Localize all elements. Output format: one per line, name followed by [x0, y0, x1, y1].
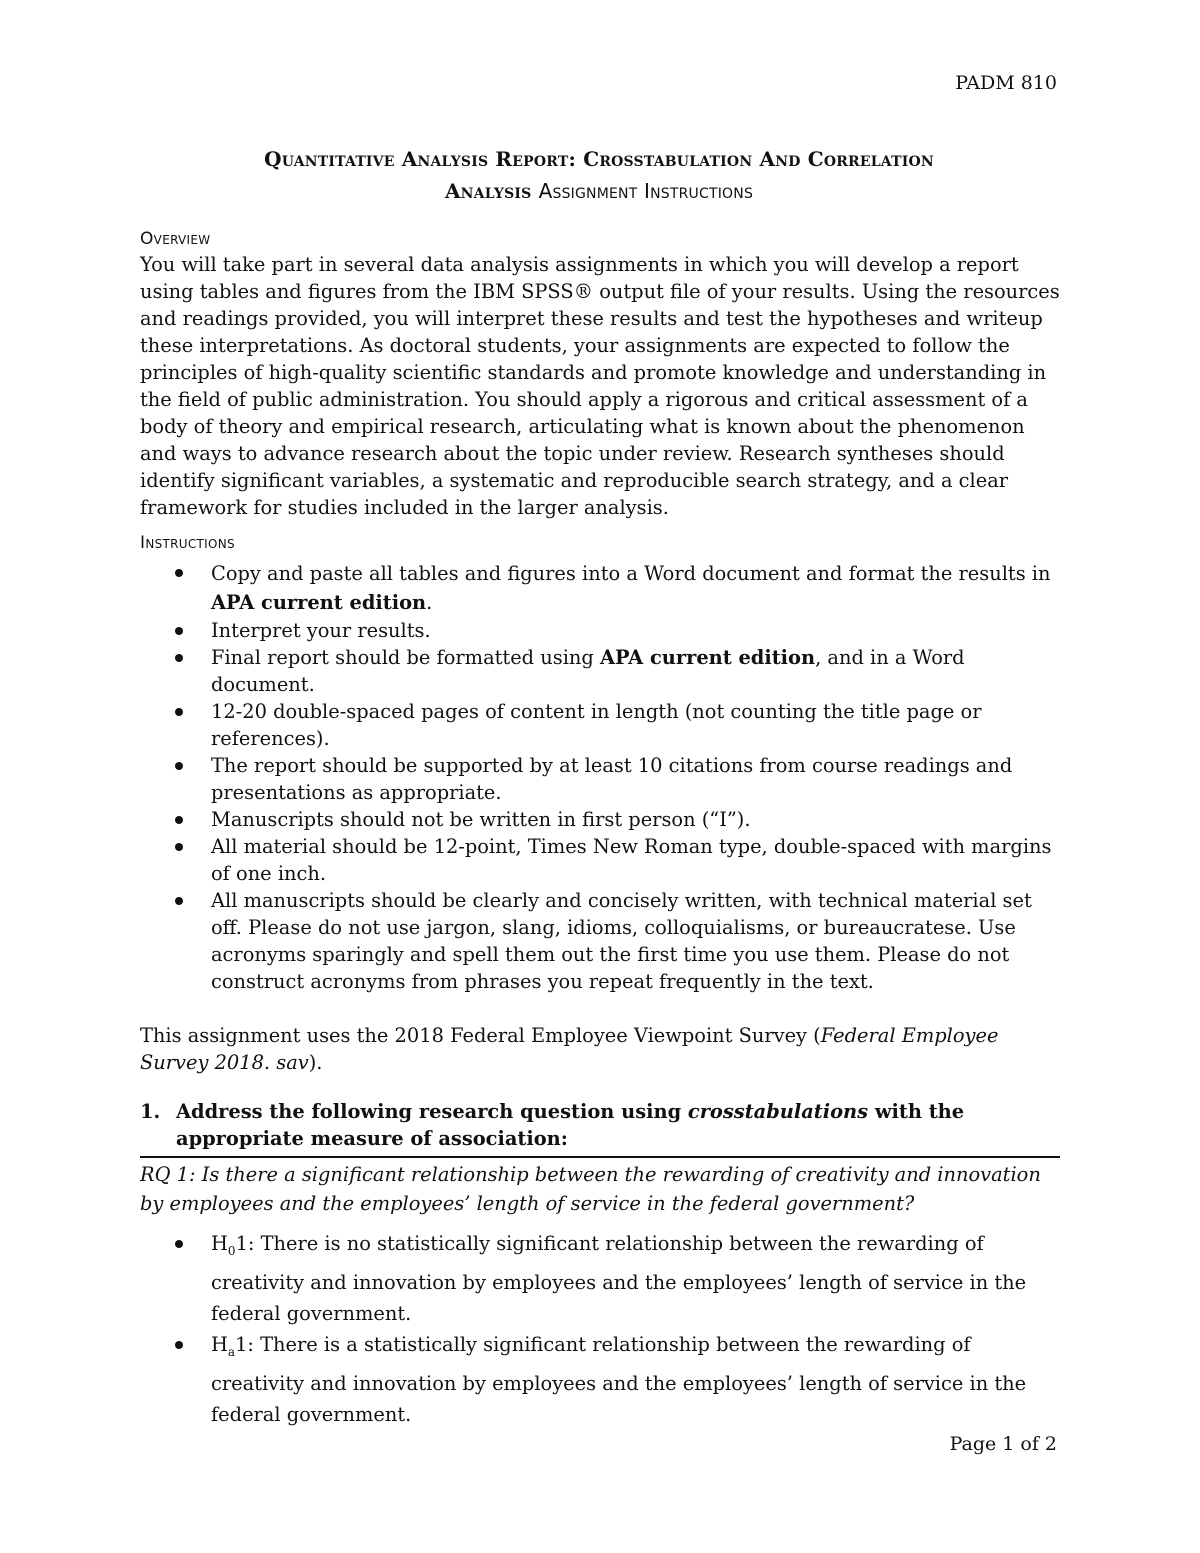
list-item-text: .: [426, 591, 433, 614]
null-hypothesis: [140, 1228, 1060, 1329]
list-item-text: Copy and paste all tables and figures into a Word document and format the results in: [211, 562, 1051, 585]
list-item-bold: APA current edition: [599, 646, 816, 669]
instructions-list: [140, 559, 1060, 995]
title-part: Crosstabulation And Correlation: [583, 147, 934, 171]
list-item: 12-20 double-spaced pages of content in length (not counting the title page or references).: [140, 698, 1060, 752]
alternative-hypothesis: [140, 1329, 1060, 1430]
list-item: [140, 644, 1060, 698]
hypotheses-list: [140, 1228, 1060, 1430]
survey-file-name: Federal Employee Survey 2018. sav: [140, 1024, 999, 1074]
divider: [140, 1156, 1060, 1158]
question-text-italic: crosstabulations: [687, 1100, 869, 1123]
document-title: [140, 143, 1058, 207]
page-number: Page 1 of 2: [949, 1433, 1057, 1455]
list-item: The report should be supported by at least 10 citations from course readings and presentations as appropriate.: [140, 752, 1060, 806]
hypothesis-symbol: H: [211, 1232, 228, 1255]
hypothesis-subscript: a: [227, 1344, 236, 1359]
survey-paragraph: [140, 1022, 1060, 1076]
hypothesis-symbol: H: [211, 1332, 228, 1356]
header-course-code: PADM 810: [955, 72, 1057, 94]
title-line-1: [140, 143, 1058, 175]
list-item: [140, 559, 1060, 617]
list-item-bold: APA current edition: [211, 591, 427, 614]
overview-heading: Overview: [140, 229, 211, 249]
list-item: Manuscripts should not be written in first person (“I”).: [140, 806, 1060, 833]
title-line-2: [140, 175, 1058, 207]
list-item: All manuscripts should be clearly and concisely written, with technical material set off. Please do not use jargon, slang, idioms, colloquialisms, or bureaucratese. Use acronyms sparingly and spell them out the first time you use them. Please do not construct acronyms from phrases you repeat frequently in the text.: [140, 887, 1060, 995]
survey-text: This assignment uses the 2018 Federal Employee Viewpoint Survey (: [140, 1024, 821, 1047]
question-1: [140, 1098, 1060, 1152]
list-item: Interpret your results.: [140, 617, 1060, 644]
hypothesis-subscript: 0: [227, 1243, 236, 1258]
list-item-text: Final report should be formatted using: [211, 646, 600, 669]
title-part: Assignment Instructions: [538, 179, 754, 203]
question-number: 1.: [140, 1100, 161, 1123]
research-question: RQ 1: Is there a significant relationship between the rewarding of creativity and innovation by employees and the employees’ length of service in the federal government?: [140, 1163, 1041, 1215]
hypothesis-text: 1: There is no statistically significant relationship between the rewarding of creativity and innovation by employees and the employees’ length of service in the federal government.: [211, 1232, 1027, 1325]
question-text: Address the following research question using: [176, 1100, 688, 1123]
survey-text: ).: [308, 1051, 323, 1074]
title-part: Analysis: [444, 179, 539, 203]
overview-paragraph: You will take part in several data analysis assignments in which you will develop a report using tables and figures from the IBM SPSS® output file of your results. Using the resources and readings provided, you will interpret these results and test the hypotheses and writeup these interpretations. As doctoral students, your assignments are expected to follow the principles of high-quality scientific standards and promote knowledge and understanding in the field of public administration. You should apply a rigorous and critical assessment of a body of theory and empirical research, articulating what is known about the phenomenon and ways to advance research about the topic under review. Research syntheses should identify significant variables, a systematic and reproducible search strategy, and a clear framework for studies included in the larger analysis.: [140, 253, 1060, 519]
instructions-heading: Instructions: [140, 533, 235, 553]
document-body: [140, 227, 1060, 1430]
hypothesis-text: 1: There is a statistically significant relationship between the rewarding of creativity and innovation by employees and the employees’ length of service in the federal government.: [211, 1332, 1027, 1426]
list-item-text: , and in a Word document.: [211, 646, 965, 696]
title-part: Quantitative Analysis Report:: [264, 147, 584, 171]
list-item: All material should be 12-point, Times New Roman type, double-spaced with margins of one inch.: [140, 833, 1060, 887]
question-text: with the appropriate measure of association:: [176, 1100, 965, 1150]
